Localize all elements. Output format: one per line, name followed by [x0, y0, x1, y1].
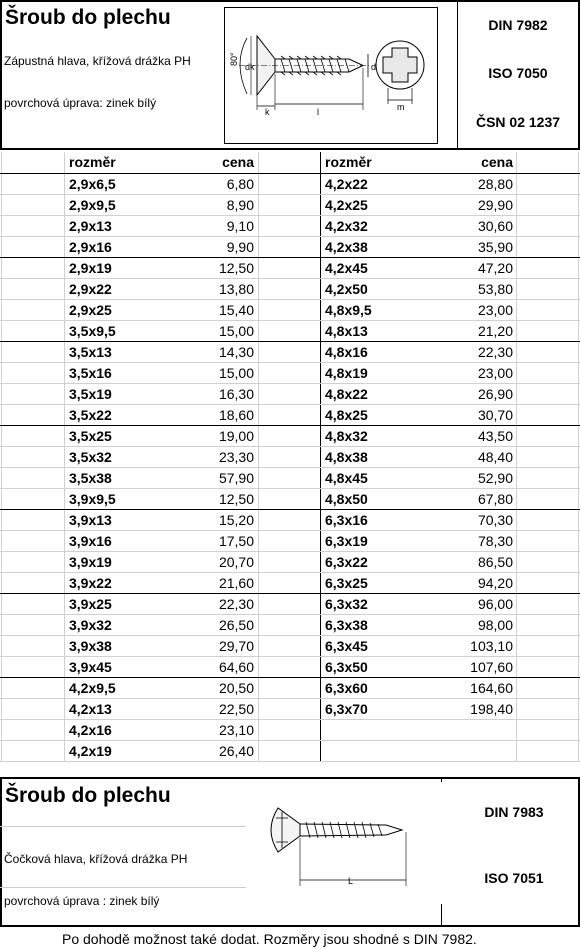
price-cell-right: 47,20: [477, 260, 513, 276]
size-cell-right: 4,2x22: [325, 176, 368, 192]
size-cell-left: 3,5x16: [69, 365, 112, 381]
k-label: k: [265, 107, 270, 117]
price-cell-left: 22,30: [218, 596, 254, 612]
size-cell-left: 3,5x25: [69, 428, 112, 444]
size-cell-left: 2,9x9,5: [69, 197, 116, 213]
section1-surface: povrchová úprava: zinek bílý: [4, 96, 157, 110]
size-cell-left: 3,5x13: [69, 344, 112, 360]
size-cell-right: 6,3x32: [325, 596, 368, 612]
price-cell-right: 35,90: [477, 239, 513, 255]
price-header-right: cena: [481, 154, 513, 170]
price-cell-right: 22,30: [477, 344, 513, 360]
size-cell-right: 4,2x50: [325, 281, 368, 297]
size-cell-right: 6,3x70: [325, 701, 368, 717]
price-cell-left: 29,70: [218, 638, 254, 654]
table-row: [0, 720, 580, 741]
size-cell-right: 4,8x16: [325, 344, 368, 360]
size-cell-right: 4,8x19: [325, 365, 368, 381]
price-cell-left: 19,00: [218, 428, 254, 444]
size-cell-left: 3,9x19: [69, 554, 112, 570]
size-cell-right: 4,8x50: [325, 491, 368, 507]
price-cell-right: 30,70: [477, 407, 513, 423]
table-row: [0, 426, 580, 447]
price-cell-right: 53,80: [477, 281, 513, 297]
size-cell-left: 2,9x19: [69, 260, 112, 276]
price-cell-left: 15,20: [218, 512, 254, 528]
table-row: [0, 615, 580, 636]
price-cell-right: 26,90: [477, 386, 513, 402]
size-cell-left: 2,9x25: [69, 302, 112, 318]
price-cell-right: 48,40: [477, 449, 513, 465]
price-cell-right: 21,20: [477, 323, 513, 339]
price-cell-right: 30,60: [477, 218, 513, 234]
size-cell-right: 4,8x32: [325, 428, 368, 444]
size-cell-right: 6,3x25: [325, 575, 368, 591]
price-cell-left: 18,60: [218, 407, 254, 423]
table-row: [0, 573, 580, 594]
price-cell-right: 23,00: [477, 365, 513, 381]
size-cell-right: 4,2x32: [325, 218, 368, 234]
price-cell-left: 21,60: [218, 575, 254, 591]
size-cell-left: 3,9x25: [69, 596, 112, 612]
size-header-right: rozměr: [325, 154, 372, 170]
table-row: [0, 363, 580, 384]
price-cell-left: 15,00: [218, 365, 254, 381]
size-cell-left: 3,9x38: [69, 638, 112, 654]
table-row: [0, 384, 580, 405]
table-row: [0, 321, 580, 342]
size-cell-right: 4,8x25: [325, 407, 368, 423]
dk-label: dk: [245, 62, 255, 72]
table-row: [0, 258, 580, 279]
size-cell-right: 6,3x19: [325, 533, 368, 549]
size-cell-left: 3,9x16: [69, 533, 112, 549]
price-cell-left: 13,80: [218, 281, 254, 297]
size-cell-left: 3,5x9,5: [69, 323, 116, 339]
size-cell-right: 4,2x45: [325, 260, 368, 276]
row-gridline: [0, 761, 580, 762]
footer-note: Po dohodě možnost také dodat. Rozměry jsou shodné s DIN 7982.: [62, 931, 477, 947]
size-cell-left: 3,5x19: [69, 386, 112, 402]
size-cell-right: 4,8x9,5: [325, 302, 372, 318]
size-cell-right: 6,3x22: [325, 554, 368, 570]
price-cell-left: 12,50: [218, 491, 254, 507]
table-row: [0, 594, 580, 615]
size-cell-left: 4,2x9,5: [69, 680, 116, 696]
standard-din-2: DIN 7983: [484, 804, 544, 820]
price-cell-left: 9,10: [226, 218, 254, 234]
price-cell-right: 43,50: [477, 428, 513, 444]
size-cell-right: 4,2x25: [325, 197, 368, 213]
size-cell-right: 4,2x38: [325, 239, 368, 255]
size-cell-left: 2,9x16: [69, 239, 112, 255]
price-cell-right: 96,00: [477, 596, 513, 612]
price-cell-left: 57,90: [218, 470, 254, 486]
size-cell-left: 3,5x32: [69, 449, 112, 465]
size-cell-left: 4,2x13: [69, 701, 112, 717]
price-cell-left: 15,00: [218, 323, 254, 339]
table-row: [0, 531, 580, 552]
table-header: [0, 152, 580, 173]
price-cell-left: 16,30: [218, 386, 254, 402]
section2-subtitle: Čočková hlava, křížová drážka PH: [4, 852, 188, 866]
section1-subtitle: Zápustná hlava, křížová drážka PH: [4, 54, 191, 68]
size-cell-right: 6,3x50: [325, 659, 368, 675]
size-cell-left: 3,9x9,5: [69, 491, 116, 507]
price-cell-left: 17,50: [218, 533, 254, 549]
countersunk-screw-drawing: [224, 7, 438, 144]
oval-head-screw-drawing: [246, 782, 442, 904]
size-cell-left: 3,9x22: [69, 575, 112, 591]
size-cell-right: 4,8x22: [325, 386, 368, 402]
table-row: [0, 279, 580, 300]
price-cell-left: 26,40: [218, 743, 254, 759]
section1-title: Šroub do plechu: [5, 6, 171, 29]
m-label: m: [397, 102, 405, 112]
standard-iso-2: ISO 7051: [484, 870, 544, 886]
size-header-left: rozměr: [69, 154, 116, 170]
size-cell-left: 3,9x13: [69, 512, 112, 528]
price-cell-right: 29,90: [477, 197, 513, 213]
size-cell-right: 6,3x60: [325, 680, 368, 696]
table-row: [0, 657, 580, 678]
price-cell-right: 67,80: [477, 491, 513, 507]
countersunk-screw-svg: [225, 8, 437, 143]
table-row: [0, 636, 580, 657]
size-cell-right: 6,3x38: [325, 617, 368, 633]
section2-surface: povrchová úprava : zinek bílý: [4, 894, 160, 908]
price-cell-left: 64,60: [218, 659, 254, 675]
oval-head-screw-svg: [246, 782, 442, 904]
price-cell-left: 9,90: [226, 239, 254, 255]
standard-csn: ČSN 02 1237: [475, 114, 561, 130]
price-cell-left: 12,50: [218, 260, 254, 276]
table-row: [0, 195, 580, 216]
price-cell-left: 6,80: [226, 176, 254, 192]
price-cell-right: 164,60: [470, 680, 513, 696]
table-row: [0, 174, 580, 195]
size-cell-left: 3,9x32: [69, 617, 112, 633]
table-row: [0, 510, 580, 531]
l-label: l: [317, 107, 319, 117]
size-cell-right: 4,8x38: [325, 449, 368, 465]
price-cell-right: 198,40: [470, 701, 513, 717]
size-cell-left: 3,5x22: [69, 407, 112, 423]
size-cell-right: 6,3x16: [325, 512, 368, 528]
table-row: [0, 216, 580, 237]
price-cell-right: 23,00: [477, 302, 513, 318]
standard-din: DIN 7982: [488, 17, 548, 33]
price-cell-right: 70,30: [477, 512, 513, 528]
price-cell-left: 20,70: [218, 554, 254, 570]
size-cell-left: 4,2x16: [69, 722, 112, 738]
angle-label: 80°: [229, 52, 239, 66]
size-cell-right: 4,8x13: [325, 323, 368, 339]
size-cell-left: 3,9x45: [69, 659, 112, 675]
table-row: [0, 552, 580, 573]
table-row: [0, 300, 580, 321]
size-cell-left: 4,2x19: [69, 743, 112, 759]
table-row: [0, 699, 580, 720]
price-header-left: cena: [222, 154, 254, 170]
price-cell-left: 14,30: [218, 344, 254, 360]
price-cell-right: 28,80: [477, 176, 513, 192]
table-row: [0, 468, 580, 489]
price-cell-left: 23,30: [218, 449, 254, 465]
price-cell-left: 22,50: [218, 701, 254, 717]
price-cell-right: 103,10: [470, 638, 513, 654]
table-row: [0, 678, 580, 699]
standard-iso: ISO 7050: [488, 65, 548, 81]
size-cell-left: 3,5x38: [69, 470, 112, 486]
size-cell-left: 2,9x6,5: [69, 176, 116, 192]
table-row: [0, 237, 580, 258]
price-cell-left: 20,50: [218, 680, 254, 696]
size-cell-right: 4,8x45: [325, 470, 368, 486]
table-row: [0, 489, 580, 510]
table-row: [0, 741, 580, 762]
price-cell-right: 98,00: [477, 617, 513, 633]
size-cell-left: 2,9x22: [69, 281, 112, 297]
table-row: [0, 447, 580, 468]
l-label-2: L: [348, 876, 354, 886]
price-cell-right: 86,50: [477, 554, 513, 570]
price-cell-right: 78,30: [477, 533, 513, 549]
section2-title: Šroub do plechu: [5, 784, 171, 807]
size-cell-left: 2,9x13: [69, 218, 112, 234]
d-label: d: [371, 62, 377, 72]
price-cell-left: 26,50: [218, 617, 254, 633]
size-cell-right: 6,3x45: [325, 638, 368, 654]
price-cell-right: 94,20: [477, 575, 513, 591]
table-row: [0, 342, 580, 363]
price-cell-right: 107,60: [470, 659, 513, 675]
price-cell-left: 8,90: [226, 197, 254, 213]
price-cell-left: 15,40: [218, 302, 254, 318]
table-row: [0, 405, 580, 426]
price-cell-left: 23,10: [218, 722, 254, 738]
price-cell-right: 52,90: [477, 470, 513, 486]
